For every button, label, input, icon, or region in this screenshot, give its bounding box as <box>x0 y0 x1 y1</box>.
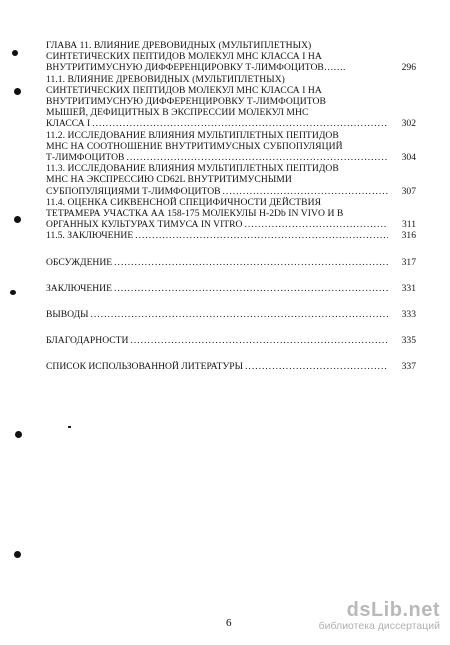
page-number: 6 <box>226 617 232 629</box>
toc-page-number: 302 <box>401 118 416 130</box>
toc-line: БЛАГОДАРНОСТИ <box>46 335 129 347</box>
toc-page-number: 304 <box>401 152 416 164</box>
table-of-contents <box>46 40 416 373</box>
toc-page-number: 311 <box>401 219 416 231</box>
punch-hole-dot <box>14 551 21 558</box>
dot-leader <box>135 230 388 241</box>
punch-hole-dot <box>10 290 16 295</box>
toc-line: ОРГАННЫХ КУЛЬТУРАХ ТИМУСА IN VITRO <box>46 219 243 231</box>
toc-line: СПИСОК ИСПОЛЬЗОВАННОЙ ЛИТЕРАТУРЫ <box>46 361 244 373</box>
toc-line: 11.5. ЗАКЛЮЧЕНИЕ <box>46 230 134 242</box>
dot-leader <box>114 283 388 294</box>
watermark-subtitle: библиотека диссертаций <box>318 620 440 632</box>
toc-line: 11.2. ИССЛЕДОВАНИЕ ВЛИЯНИЯ МУЛЬТИПЛЕТНЫХ ПЕПТИДОВ <box>46 129 339 141</box>
dot-leader <box>130 335 388 346</box>
punch-hole-dot <box>12 50 18 56</box>
toc-entry-acknowledgements[interactable] <box>46 335 416 346</box>
toc-page-number: 307 <box>401 185 416 197</box>
toc-line: ВНУТРИТИМУСНУЮ ДИФФЕРЕНЦИРОВКУ Т-ЛИМФОЦИТОВ <box>46 96 326 108</box>
toc-entry-11-4[interactable] <box>46 197 416 231</box>
toc-line: Т-ЛИМФОЦИТОВ <box>46 152 125 164</box>
toc-line: СИНТЕТИЧЕСКИХ ПЕПТИДОВ МОЛЕКУЛ МНС КЛАССА I НА <box>46 51 322 63</box>
punch-hole-dot <box>15 431 22 438</box>
toc-page-number: 317 <box>401 256 416 268</box>
dot-leader <box>114 257 388 268</box>
toc-line: ЗАКЛЮЧЕНИЕ <box>46 282 112 294</box>
toc-line: ГЛАВА 11. ВЛИЯНИЕ ДРЕВОВИДНЫХ (МУЛЬТИПЛЕТНЫХ) <box>46 40 312 51</box>
toc-entry-11-2[interactable] <box>46 130 416 164</box>
toc-line: СИНТЕТИЧЕСКИХ ПЕПТИДОВ МОЛЕКУЛ МНС КЛАССА I НА <box>46 84 322 96</box>
toc-line: ТЕТРАМЕРА УЧАСТКА АА 158-175 МОЛЕКУЛЫ H-2Db IN VIVO И В <box>46 208 344 220</box>
toc-line: 11.3. ИССЛЕДОВАНИЕ ВЛИЯНИЯ МУЛЬТИПЛЕТНЫХ ПЕПТИДОВ <box>46 163 339 175</box>
toc-line: МЫШЕЙ, ДЕФИЦИТНЫХ В ЭКСПРЕССИИ МОЛЕКУЛ МНС <box>46 107 309 119</box>
toc-entry-11-5[interactable] <box>46 230 416 241</box>
toc-line: СУБПОПУЛЯЦИЯМИ Т-ЛИМФОЦИТОВ <box>46 185 221 197</box>
dot-leader <box>91 309 388 320</box>
toc-line: ОБСУЖДЕНИЕ <box>46 256 113 268</box>
dot-leader <box>126 152 388 163</box>
toc-line: КЛАССА I <box>46 118 91 130</box>
toc-entry-findings[interactable] <box>46 309 416 320</box>
toc-page-number: 333 <box>401 309 416 321</box>
dot-leader <box>245 361 388 372</box>
scan-mark <box>68 426 71 428</box>
watermark <box>319 599 440 632</box>
toc-page-number: 335 <box>401 335 416 347</box>
dot-leader <box>245 219 389 230</box>
toc-entry-11-3[interactable] <box>46 163 416 197</box>
toc-entry-chapter-11[interactable] <box>46 40 416 74</box>
toc-line: МНС НА ЭКСПРЕССИЮ CD62L ВНУТРИТИМУСНЫМИ <box>46 174 292 186</box>
toc-page-number: 331 <box>401 282 416 294</box>
toc-line: МНС НА СООТНОШЕНИЕ ВНУТРИТИМУСНЫХ СУБПОПУЛЯЦИЙ <box>46 140 343 152</box>
toc-page-number: 337 <box>401 361 416 373</box>
toc-line: 11.4. ОЦЕНКА СИКВЕНСНОЙ СПЕЦИФИЧНОСТИ ДЕЙСТВИЯ <box>46 196 322 208</box>
toc-line: 11.1. ВЛИЯНИЕ ДРЕВОВИДНЫХ (МУЛЬТИПЛЕТНЫХ) <box>46 73 285 85</box>
toc-entry-11-1[interactable] <box>46 74 416 130</box>
toc-entry-discussion[interactable] <box>46 257 416 268</box>
toc-line: ВНУТРИТИМУСНУЮ ДИФФЕРЕНЦИРОВКУ Т-ЛИМФОЦИТОВ……. <box>46 62 346 74</box>
toc-entry-references[interactable] <box>46 361 416 372</box>
punch-hole-dot <box>14 88 21 95</box>
toc-page-number: 316 <box>401 230 416 242</box>
dot-leader <box>223 186 388 197</box>
toc-line: ВЫВОДЫ <box>46 309 89 321</box>
punch-hole-dot <box>14 216 21 223</box>
toc-page-number: 296 <box>401 62 416 74</box>
dot-leader <box>92 118 388 129</box>
toc-entry-conclusion[interactable] <box>46 283 416 294</box>
watermark-logo-text: dsLib.net <box>346 599 440 621</box>
